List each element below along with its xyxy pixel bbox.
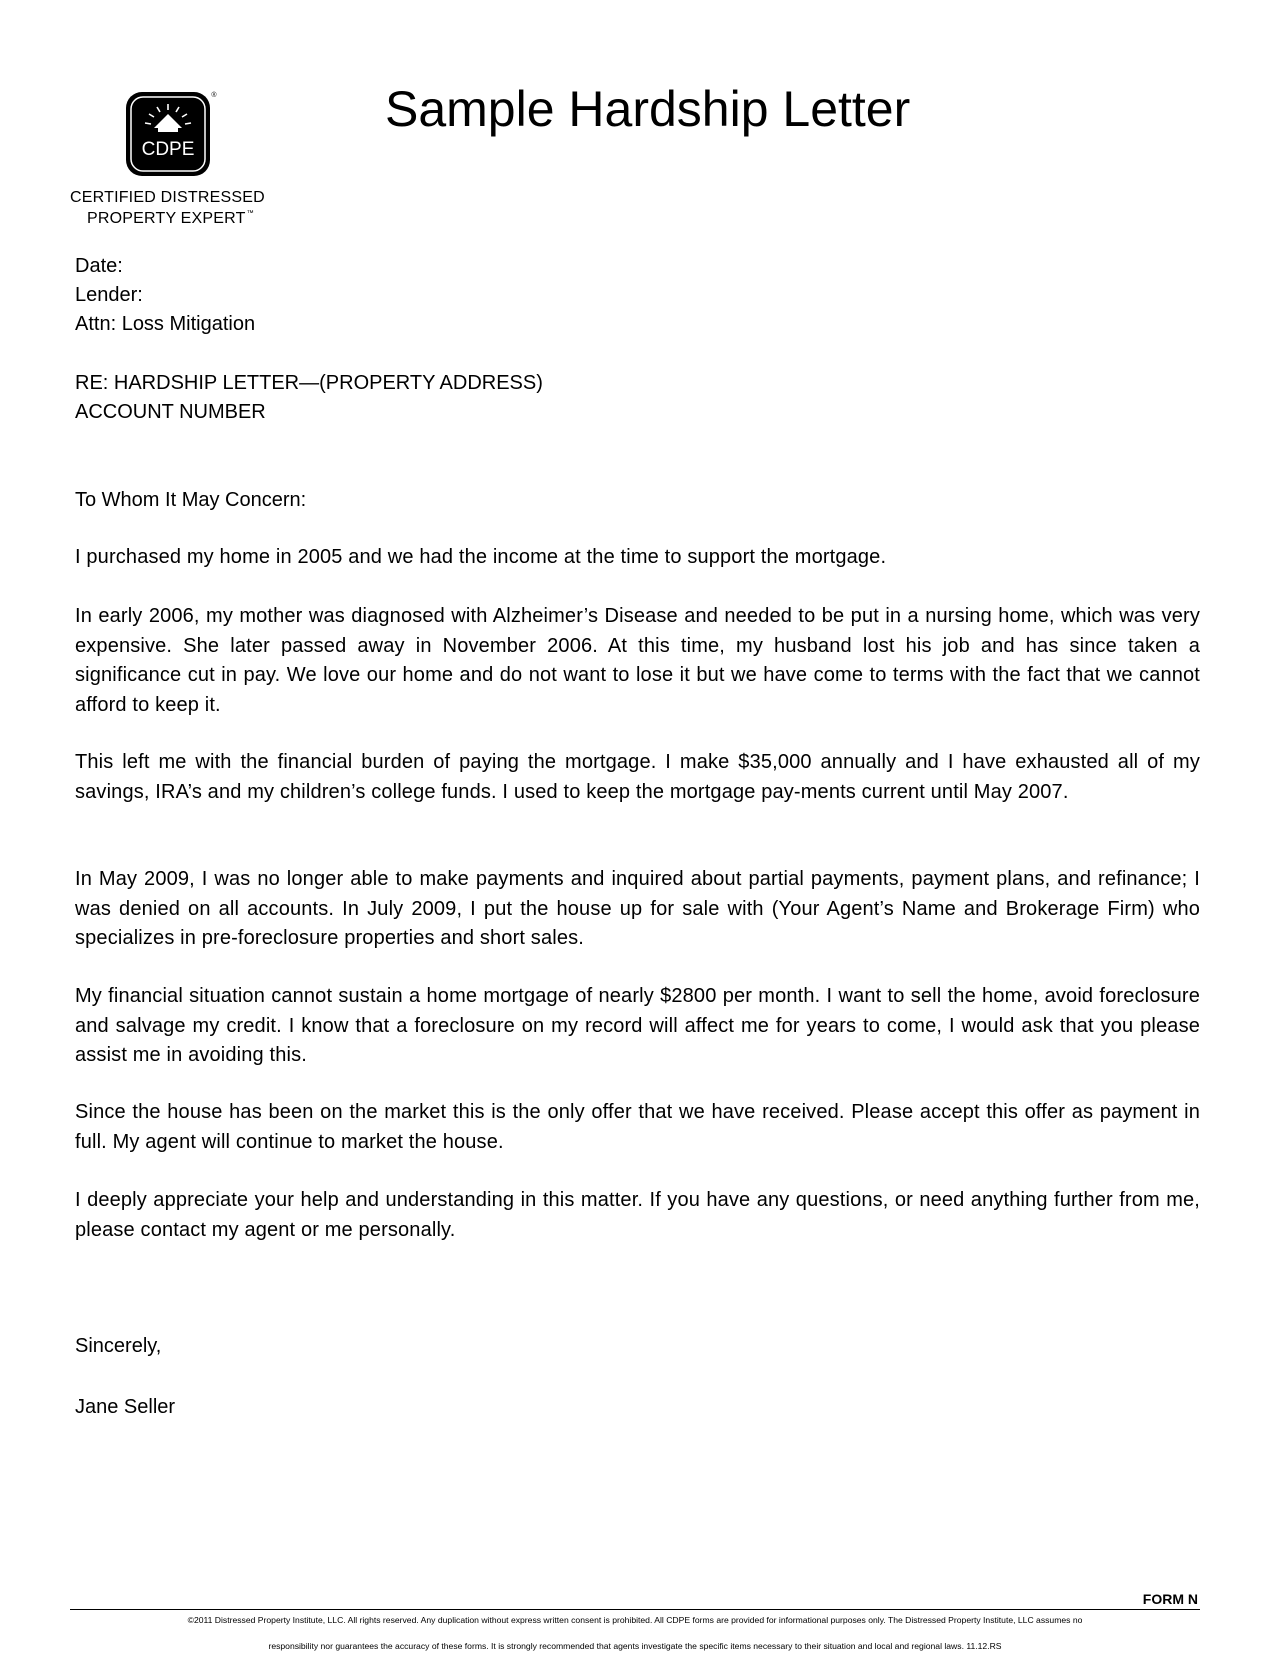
badge-text: CDPE (141, 139, 195, 160)
paragraph-4: In May 2009, I was no longer able to make payments and inquired about partial payments, payment plans, and refinance; I was denied on all accounts. In July 2009, I put the house up for sale with (Your Agent’s Name and Brokerage Firm) who specializes in pre-foreclosure properties and short sales. (75, 868, 1200, 949)
footer-line-1: ©2011 Distressed Property Institute, LLC. All rights reserved. Any duplication without express written consent is prohibited. All CDPE forms are provided for informational purposes only. The Distressed Property Institute, LLC assumes no (187, 1615, 1083, 1625)
paragraph-5: My financial situation cannot sustain a home mortgage of nearly $2800 per month. I want to sell the home, avoid foreclosure and salvage my credit. I know that a foreclosure on my record will affect me for years to come, I would ask that you please assist me in avoiding this. (75, 985, 1200, 1066)
footer-divider (70, 1609, 1200, 1610)
page-title: Sample Hardship Letter (385, 81, 911, 137)
closing: Sincerely, (75, 1335, 162, 1357)
paragraph-6: Since the house has been on the market this is the only offer that we have received. Please accept this offer as payment in full. My agent will continue to market the house. (75, 1101, 1200, 1153)
signature: Jane Seller (75, 1396, 176, 1418)
paragraph-7: I deeply appreciate your help and understanding in this matter. If you have any questions, or need anything further from me, please contact my agent or me personally. (75, 1189, 1200, 1241)
paragraph-3: This left me with the financial burden of paying the mortgage. I make $35,000 annually and I have exhausted all of my savings, IRA’s and my children’s college funds. I used to keep the mortgage pay-ments current until May 2007. (75, 751, 1200, 803)
attn-line: Attn: Loss Mitigation (75, 313, 256, 335)
logo-line-1: CERTIFIED DISTRESSED (70, 189, 265, 206)
date-line: Date: (75, 255, 123, 277)
footer-line-2: responsibility nor guarantees the accuracy of these forms. It is strongly recommended that agents investigate the specific items necessary to their situation and local and regional laws. 11.12.RS (268, 1641, 1002, 1651)
logo-line-2-text: PROPERTY EXPERT (87, 210, 246, 227)
paragraph-1: I purchased my home in 2005 and we had the income at the time to support the mortgage. (75, 546, 887, 568)
salutation: To Whom It May Concern: (75, 489, 307, 511)
cdpe-badge-icon (124, 88, 218, 180)
re-line: RE: HARDSHIP LETTER—(PROPERTY ADDRESS) (75, 372, 543, 394)
registered-mark: ® (211, 92, 217, 99)
logo-line-2 (87, 210, 254, 228)
form-id: FORM N (1142, 1591, 1198, 1607)
lender-line: Lender: (75, 284, 143, 306)
cdpe-logo (70, 84, 265, 234)
paragraph-2: In early 2006, my mother was diagnosed with Alzheimer’s Disease and needed to be put in a nursing home, which was very expensive. She later passed away in November 2006. At this time, my husband lost his job and has since taken a significance cut in pay. We love our home and do not want to lose it but we have come to terms with the fact that we cannot afford to keep it. (75, 605, 1200, 716)
trademark-mark: ™ (246, 210, 254, 217)
account-line: ACCOUNT NUMBER (75, 401, 266, 423)
